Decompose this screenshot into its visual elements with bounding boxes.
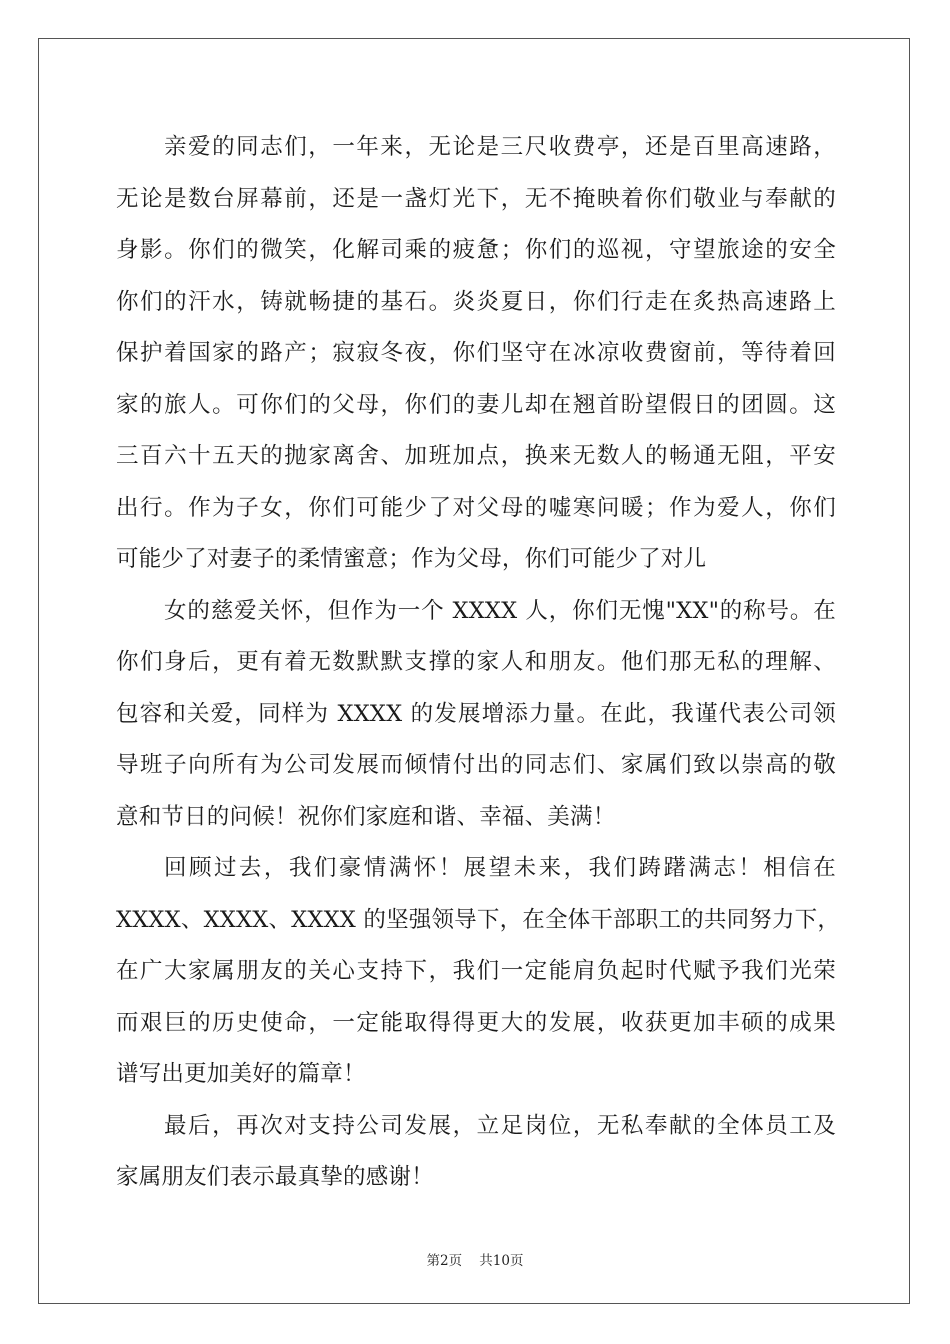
text-line: 家的旅人。可你们的父母，你们的妻儿却在翘首盼望假日的团圆。这 bbox=[116, 391, 836, 418]
page-footer bbox=[0, 1249, 950, 1269]
text-line: 保护着国家的路产；寂寂冬夜，你们坚守在冰凉收费窗前，等待着回 bbox=[116, 340, 836, 366]
text-line: 谱写出更加美好的篇章！ bbox=[116, 1061, 366, 1087]
text-line: 导班子向所有为公司发展而倾情付出的同志们、家属们致以崇高的敬 bbox=[116, 752, 836, 778]
document-body bbox=[116, 122, 841, 1204]
text-line: 身影。你们的微笑，化解司乘的疲惫；你们的巡视，守望旅途的安全 bbox=[116, 237, 836, 263]
text-line: 无论是数台屏幕前，还是一盏灯光下，无不掩映着你们敬业与奉献的 bbox=[116, 185, 836, 212]
text-line: 包容和关爱，同样为 XXXX 的发展增添力量。在此，我谨代表公司领 bbox=[116, 700, 836, 727]
text-line: 而艰巨的历史使命，一定能取得得更大的发展，收获更加丰硕的成果 bbox=[116, 1009, 836, 1036]
page-total: 共10页 bbox=[479, 1253, 524, 1269]
text-line: 家属朋友们表示最真挚的感谢！ bbox=[116, 1164, 434, 1190]
text-line: 三百六十五天的抛家离舍、加班加点，换来无数人的畅通无阻，平安 bbox=[116, 443, 836, 469]
text-line: 意和节日的问候！祝你们家庭和谐、幸福、美满！ bbox=[116, 803, 616, 830]
text-line: 你们身后，更有着无数默默支撑的家人和朋友。他们那无私的理解、 bbox=[116, 649, 836, 675]
page-number: 第2页 bbox=[426, 1253, 463, 1269]
text-line: 你们的汗水，铸就畅捷的基石。炎炎夏日，你们行走在炙热高速路上 bbox=[116, 288, 836, 315]
text-line: 亲爱的同志们，一年来，无论是三尺收费亭，还是百里高速路， bbox=[164, 134, 836, 160]
text-line: 最后，再次对支持公司发展，立足岗位，无私奉献的全体员工及 bbox=[164, 1112, 836, 1139]
text-line: 回顾过去，我们豪情满怀！展望未来，我们踌躇满志！相信在 bbox=[164, 855, 836, 881]
text-line: XXXX、XXXX、XXXX 的坚强领导下，在全体干部职工的共同努力下， bbox=[116, 906, 841, 933]
text-line: 出行。作为子女，你们可能少了对父母的嘘寒问暖；作为爱人，你们 bbox=[116, 494, 836, 521]
text-line: 在广大家属朋友的关心支持下，我们一定能肩负起时代赋予我们光荣 bbox=[116, 958, 836, 984]
text-line: 可能少了对妻子的柔情蜜意；作为父母，你们可能少了对儿 bbox=[116, 546, 707, 572]
text-line: 女的慈爱关怀，但作为一个 XXXX 人，你们无愧"XX"的称号。在 bbox=[164, 597, 836, 624]
